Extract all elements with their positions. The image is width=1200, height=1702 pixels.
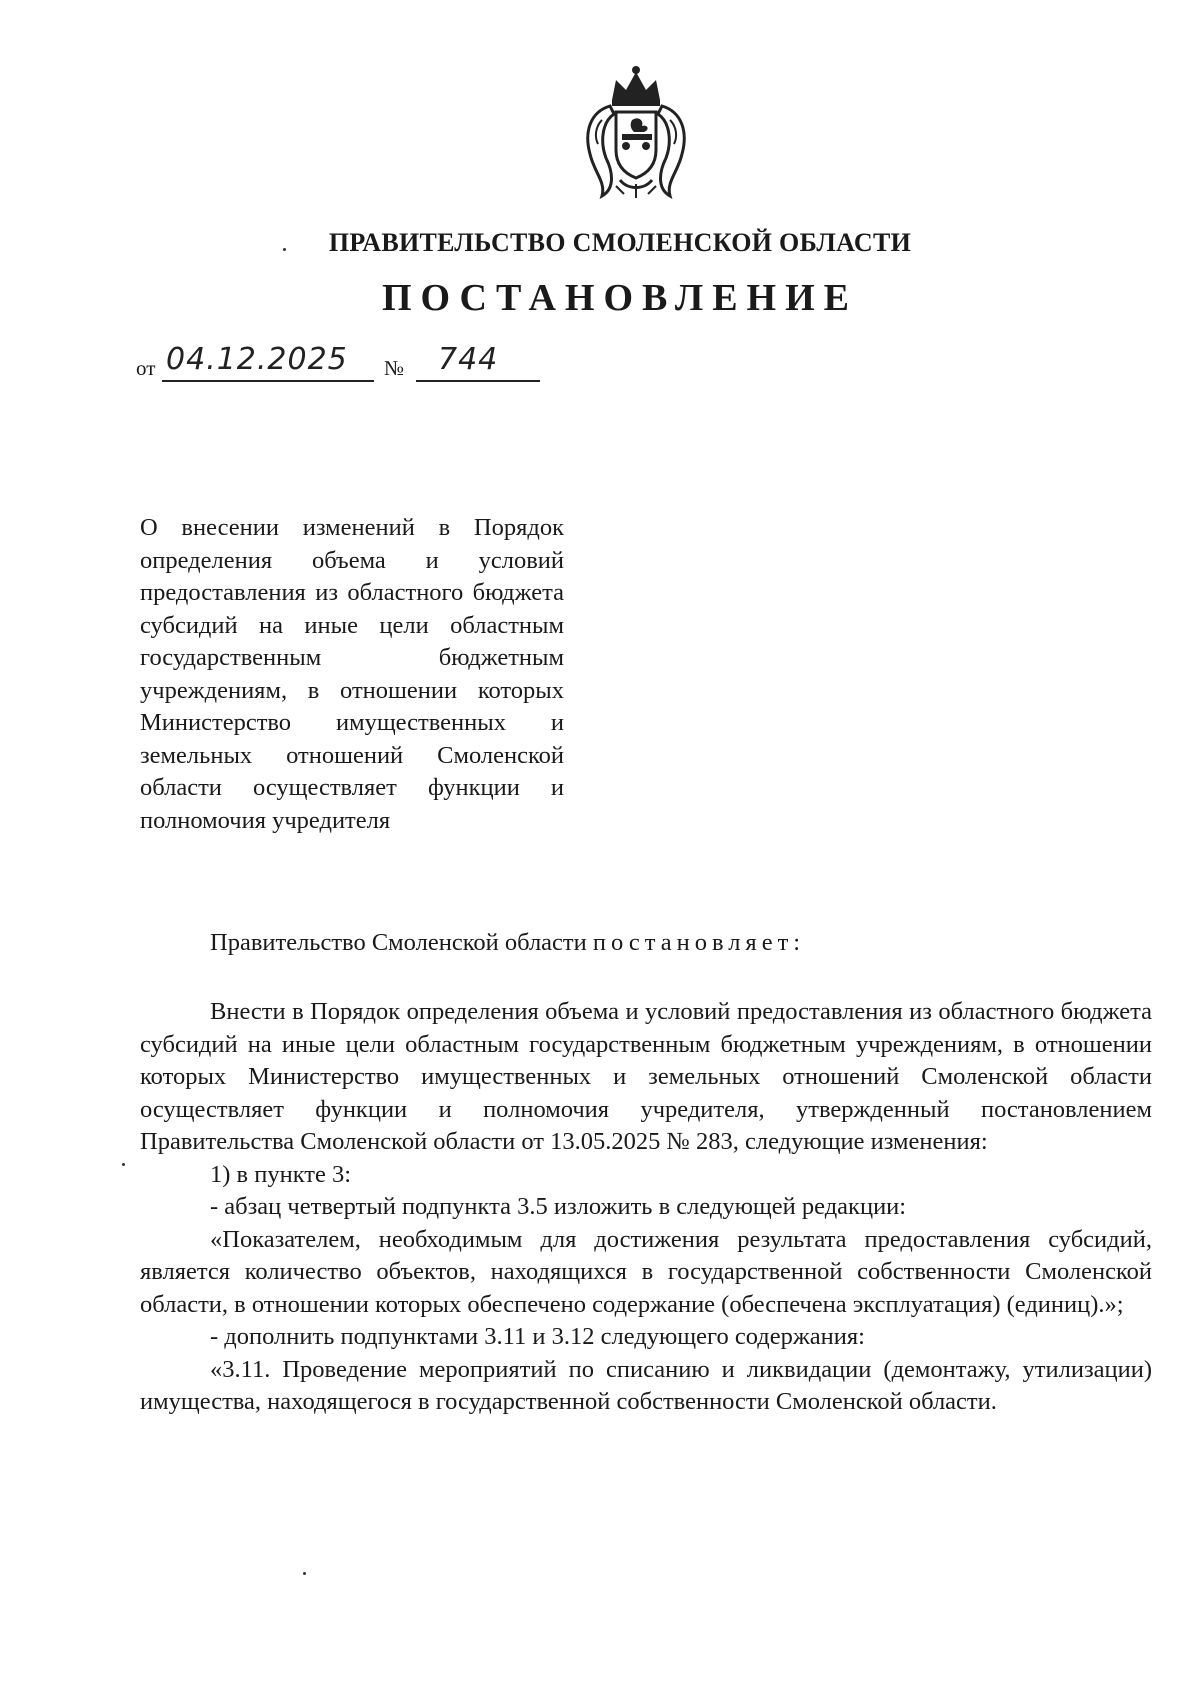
body-paragraph: - дополнить подпунктами 3.11 и 3.12 следующего содержания: [210, 1323, 865, 1350]
organization-title: ПРАВИТЕЛЬСТВО СМОЛЕНСКОЙ ОБЛАСТИ [328, 228, 912, 257]
date-prefix: от [136, 356, 156, 380]
coat-of-arms-icon [576, 62, 696, 202]
body-paragraph: «3.11. Проведение мероприятий по списанию и ликвидации (демонтажу, утилизации) имущества, находящегося в государственной собственности Смоленской области. [140, 1355, 1152, 1415]
document-subject: О внесении изменений в Порядок определения объема и условий предоставления из областного бюджета субсидий на иные цели областным государственным бюджетным учреждениям, в отношении которых Министерство имущественных и земельных отношений Смоленской области осуществляет функции и полномочия учредителя [140, 514, 564, 834]
body-paragraph: 1) в пункте 3: [210, 1160, 352, 1188]
preamble-text: Правительство Смоленской области [210, 929, 587, 956]
body-paragraph: Внести в Порядок определения объема и условий предоставления из областного бюджета субсидий на иные цели областным государственным бюджетным учреждениям, в отношении которых Министерство имущественных и земельных отношений Смоленской области осуществляет функции и полномочия учредителя, утвержденный постановлением Правительства Смоленской области от 13.05.2025 № 283, следующие изменения: [140, 998, 1152, 1155]
number-prefix: № [384, 356, 405, 380]
body-paragraph: «Показателем, необходимым для достижения результата предоставления субсидий, является количество объектов, находящихся в государственной собственности Смоленской области, в отношении которых обеспечено содержание (обеспечена эксплуатация) (единиц).»; [140, 1225, 1152, 1318]
handwritten-number: 744 [438, 342, 499, 377]
preamble [210, 929, 805, 957]
scan-speck [303, 1572, 306, 1575]
scan-speck [283, 248, 286, 251]
document-type-title: ПОСТАНОВЛЕНИЕ [381, 277, 859, 319]
preamble-spaced: постановляет: [592, 929, 806, 956]
handwritten-date: 04.12.2025 [166, 342, 348, 377]
body-paragraph: - абзац четвертый подпункта 3.5 изложить в следующей редакции: [210, 1193, 907, 1220]
document-body [140, 996, 1152, 1419]
date-underline [162, 380, 374, 382]
scan-speck [122, 1163, 125, 1166]
number-underline [416, 380, 540, 382]
